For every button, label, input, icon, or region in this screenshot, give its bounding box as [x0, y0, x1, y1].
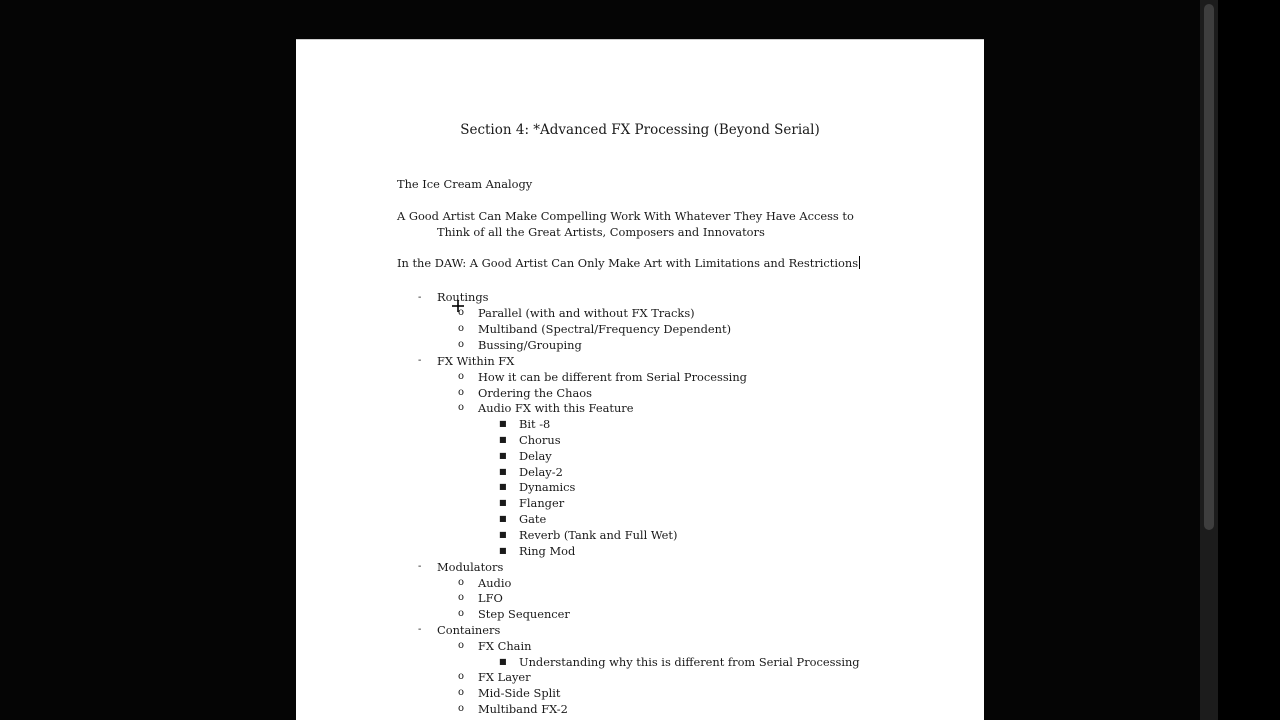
outline-item-delay: Delay	[519, 449, 552, 463]
outline-item-fx-chain: FX Chain	[478, 639, 532, 653]
scrollbar-thumb[interactable]	[1204, 4, 1214, 530]
bullet-dash: -	[418, 292, 422, 303]
outline-item-chorus: Chorus	[519, 433, 561, 447]
paragraph-ice-cream: The Ice Cream Analogy	[397, 177, 533, 191]
paragraph-great-artists: Think of all the Great Artists, Composers and Innovators	[437, 225, 765, 239]
outline-item-step-sequencer: Step Sequencer	[478, 607, 570, 621]
bullet-square: ■	[499, 530, 507, 539]
outline-item-different: How it can be different from Serial Processing	[478, 370, 747, 384]
paragraph-good-artist: A Good Artist Can Make Compelling Work With Whatever They Have Access to	[397, 209, 854, 223]
text-caret	[859, 256, 860, 269]
bullet-circle: o	[458, 307, 465, 318]
outline-item-parallel: Parallel (with and without FX Tracks)	[478, 306, 695, 320]
outline-item-understanding: Understanding why this is different from Serial Processing	[519, 655, 860, 669]
outline-item-flanger: Flanger	[519, 496, 565, 510]
outline-item-containers: Containers	[437, 623, 501, 637]
bullet-circle: o	[458, 577, 465, 588]
bullet-dash: -	[418, 561, 422, 572]
outline-item-fx-within-fx: FX Within FX	[437, 354, 515, 368]
bullet-square: ■	[499, 657, 507, 666]
right-side-panel	[1218, 0, 1280, 720]
outline-item-multiband: Multiband (Spectral/Frequency Dependent)	[478, 322, 732, 336]
bullet-circle: o	[458, 371, 465, 382]
bullet-circle: o	[458, 671, 465, 682]
bullet-circle: o	[458, 592, 465, 603]
document-title: Section 4: *Advanced FX Processing (Beyond Serial)	[460, 122, 820, 138]
outline-item-dynamics: Dynamics	[519, 480, 576, 494]
bullet-dash: -	[418, 355, 422, 366]
bullet-circle: o	[458, 608, 465, 619]
outline-item-lfo: LFO	[478, 591, 503, 605]
outline-item-bussing: Bussing/Grouping	[478, 338, 582, 352]
bullet-square: ■	[499, 435, 507, 444]
mouse-cursor-icon	[452, 300, 464, 312]
outline-item-fx-layer: FX Layer	[478, 670, 531, 684]
bullet-circle: o	[458, 323, 465, 334]
outline-item-delay2: Delay-2	[519, 465, 563, 479]
outline-item-audio-fx: Audio FX with this Feature	[478, 401, 634, 415]
bullet-dash: -	[418, 624, 422, 635]
bullet-square: ■	[499, 419, 507, 428]
bullet-square: ■	[499, 482, 507, 491]
bullet-square: ■	[499, 451, 507, 460]
outline-item-mid-side: Mid-Side Split	[478, 686, 561, 700]
bullet-circle: o	[458, 402, 465, 413]
bullet-circle: o	[458, 640, 465, 651]
outline-item-audio: Audio	[478, 576, 512, 590]
outline-item-gate: Gate	[519, 512, 547, 526]
document-page[interactable]	[296, 39, 984, 720]
bullet-circle: o	[458, 339, 465, 350]
bullet-circle: o	[458, 703, 465, 714]
outline-item-bit8: Bit -8	[519, 417, 551, 431]
bullet-square: ■	[499, 546, 507, 555]
bullet-circle: o	[458, 387, 465, 398]
outline-item-modulators: Modulators	[437, 560, 504, 574]
outline-item-reverb: Reverb (Tank and Full Wet)	[519, 528, 678, 542]
bullet-square: ■	[499, 467, 507, 476]
outline-item-routings: Routings	[437, 290, 489, 304]
bullet-square: ■	[499, 498, 507, 507]
outline-item-ring-mod: Ring Mod	[519, 544, 576, 558]
bullet-square: ■	[499, 514, 507, 523]
bullet-circle: o	[458, 687, 465, 698]
outline-item-ordering: Ordering the Chaos	[478, 386, 592, 400]
outline-item-multiband-fx2: Multiband FX-2	[478, 702, 568, 716]
paragraph-daw: In the DAW: A Good Artist Can Only Make Art with Limitations and Restrictions	[397, 256, 859, 270]
